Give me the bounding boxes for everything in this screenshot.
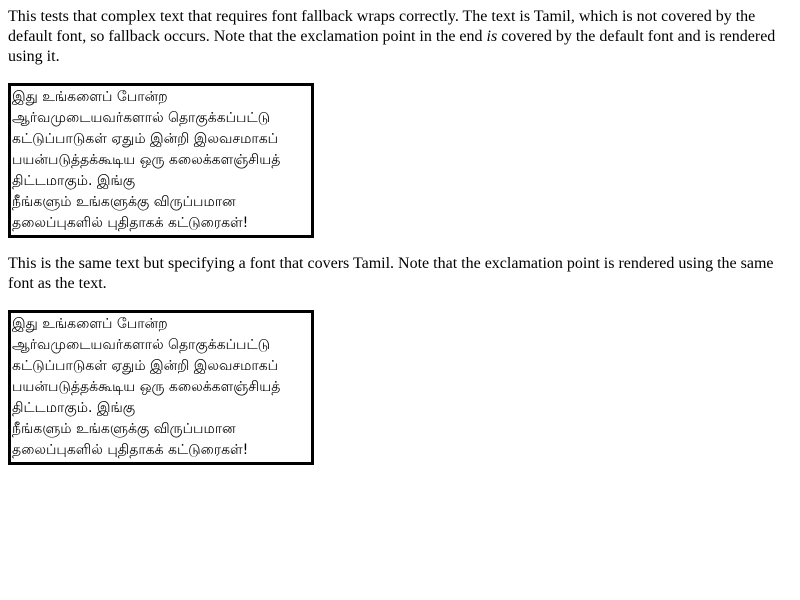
intro-text-part-1: This tests that complex text that requires font fallback wraps correctly. The text is Tamil, which is not covered by the default font, so fallback occurs. Note that the exclamation point in the end: [8, 8, 756, 45]
intro-emphasis-is: is: [486, 28, 498, 45]
tamil-text-box-default-font: இது உங்களைப் போன்ற ஆர்வமுடையவர்களால் தொகுக்கப்பட்டு கட்டுப்பாடுகள் ஏதும் இன்றி இலவசமாகப் பயன்படுத்தக்கூடிய ஒரு கலைக்களஞ்சியத் திட்டமாகும். இங்கு நீங்களும் உங்களுக்கு விருப்பமான தலைப்புகளில் புதிதாகக் கட்டுரைகள்!: [8, 83, 314, 238]
intro-text-part-2: covered by the default font and is rendered using it.: [8, 28, 776, 65]
second-paragraph: This is the same text but specifying a font that covers Tamil. Note that the exclamation point is rendered using the same font as the text.: [8, 255, 774, 292]
tamil-text-box-tamil-font: இது உங்களைப் போன்ற ஆர்வமுடையவர்களால் தொகுக்கப்பட்டு கட்டுப்பாடுகள் ஏதும் இன்றி இலவசமாகப் பயன்படுத்தக்கூடிய ஒரு கலைக்களஞ்சியத் திட்டமாகும். இங்கு நீங்களும் உங்களுக்கு விருப்பமான தலைப்புகளில் புதிதாகக் கட்டுரைகள்!: [8, 310, 314, 465]
intro-paragraph: [8, 7, 792, 67]
